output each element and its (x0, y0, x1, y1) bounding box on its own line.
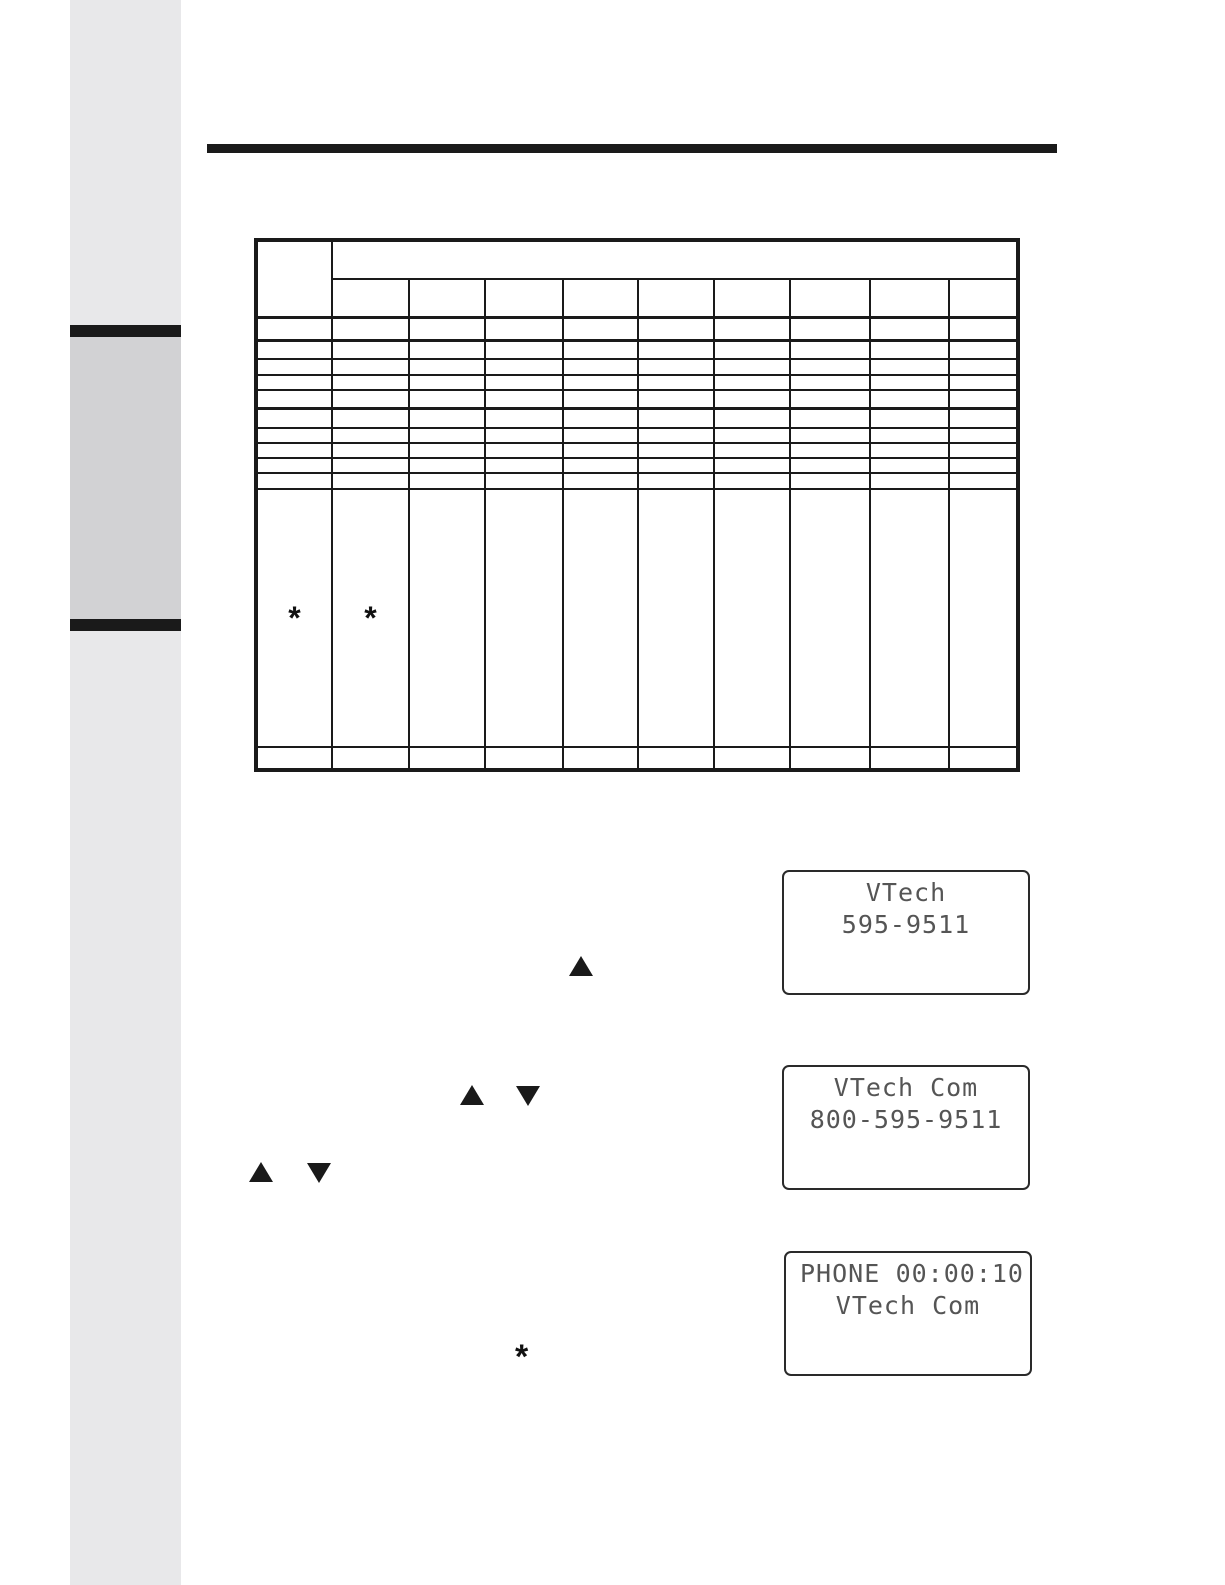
table-row (256, 409, 1018, 428)
table-row (256, 375, 1018, 390)
table-row (256, 318, 1018, 341)
star-key-symbol: * (256, 489, 332, 748)
star-key-character: * (332, 489, 409, 748)
up-arrow-icon (249, 1162, 273, 1182)
star-key-icon: * (515, 1338, 529, 1376)
table-row (256, 458, 1018, 473)
character-chart-table (254, 238, 1020, 772)
table-row (256, 747, 1018, 770)
table-row (256, 443, 1018, 458)
lcd-name: VTech Com (833, 1073, 979, 1102)
up-arrow-icon (460, 1085, 484, 1105)
lcd-number: 595-9511 (841, 910, 971, 939)
lcd-call-timer: 00:00:10 (895, 1259, 1024, 1288)
lcd-number: 800-595-9511 (809, 1105, 1003, 1134)
page-sidebar (70, 0, 181, 1585)
section-tab-bottom-bar (70, 619, 181, 631)
table-row (256, 473, 1018, 488)
lcd-screen-3 (784, 1251, 1032, 1376)
down-arrow-icon (516, 1086, 540, 1106)
section-tab-top-bar (70, 325, 181, 337)
lcd-phone-label: PHONE (800, 1259, 881, 1288)
lcd-name: VTech Com (835, 1291, 981, 1320)
table-row (256, 390, 1018, 409)
table-row (256, 489, 1018, 748)
up-arrow-icon (569, 956, 593, 976)
title-rule (207, 144, 1057, 153)
table-corner-cell (256, 240, 332, 318)
table-row (256, 340, 1018, 359)
lcd-screen-1 (782, 870, 1030, 995)
lcd-screen-2 (782, 1065, 1030, 1190)
lcd-name: VTech (865, 878, 947, 907)
table-row (256, 428, 1018, 443)
lcd-status-line (800, 1259, 1024, 1288)
section-tab (70, 325, 181, 631)
table-row (256, 359, 1018, 374)
down-arrow-icon (307, 1163, 331, 1183)
table-header-span (332, 240, 1018, 279)
